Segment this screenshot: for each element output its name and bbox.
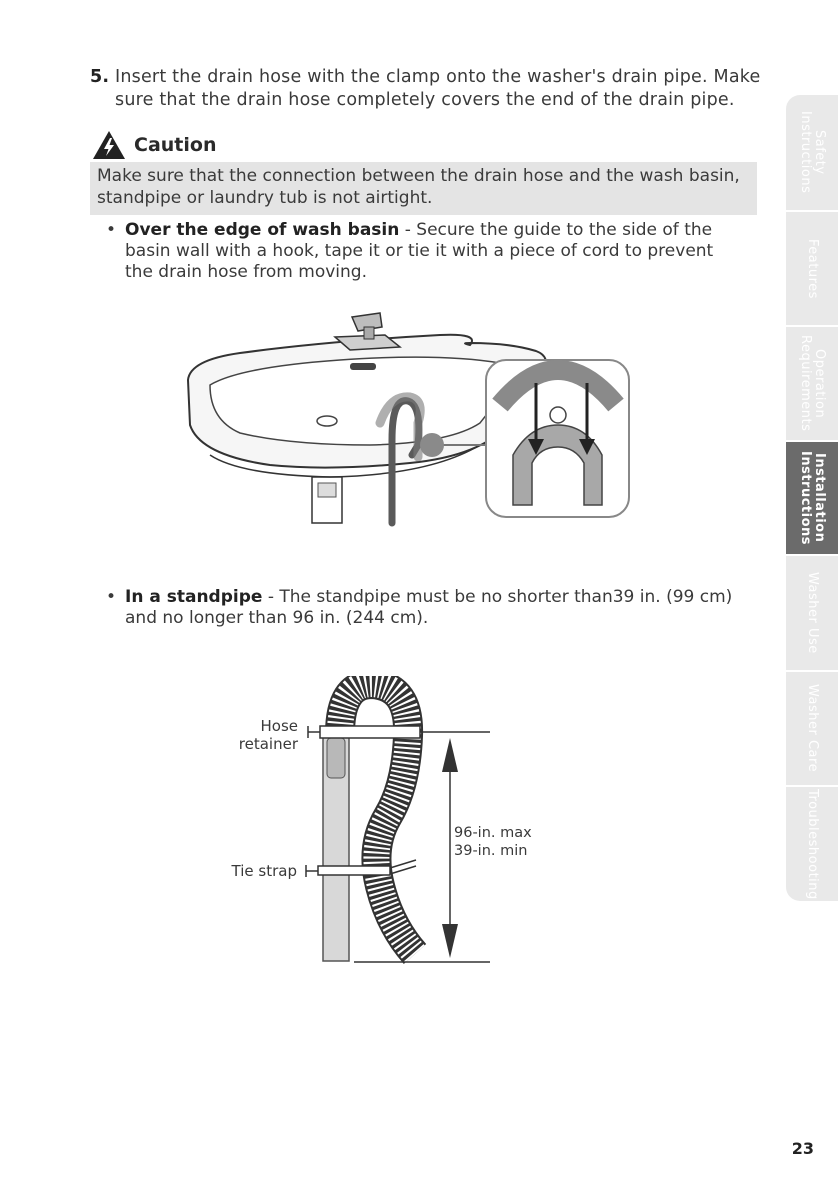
step-5 bbox=[90, 66, 770, 112]
caution-box: Make sure that the connection between the drain hose and the wash basin, standpipe or laundry tub is not airtight. bbox=[90, 162, 757, 215]
tab-label: Features bbox=[805, 238, 820, 299]
tab-washer-care[interactable] bbox=[786, 672, 838, 785]
tab-features[interactable] bbox=[786, 212, 838, 325]
dimension-label bbox=[454, 824, 532, 860]
bullet-text: - The standpipe must be no shorter than39 in. (99 cm) and no longer than 96 in. (244 cm). bbox=[125, 587, 733, 628]
tab-label: Troubleshooting bbox=[805, 788, 820, 900]
wash-basin-illustration bbox=[180, 305, 635, 530]
tab-label: Operation Requirements bbox=[798, 335, 827, 432]
tab-washer-use[interactable] bbox=[786, 556, 838, 670]
tab-label: Washer Care bbox=[805, 684, 820, 773]
bullet-title: Over the edge of wash basin bbox=[125, 220, 400, 240]
hose-retainer-label-line1: Hose bbox=[260, 717, 298, 735]
tab-operation-requirements[interactable] bbox=[786, 327, 838, 440]
bullet-title: In a standpipe bbox=[125, 587, 263, 607]
hose-retainer-label-line2: retainer bbox=[238, 735, 298, 753]
tab-safety-instructions[interactable] bbox=[786, 95, 838, 210]
warning-icon bbox=[92, 130, 126, 160]
hose-retainer-label bbox=[218, 717, 298, 753]
tab-label: Safety Instructions bbox=[798, 111, 827, 194]
step-text: Insert the drain hose with the clamp onto the washer's drain pipe. Make sure that the drain hose completely covers the end of the drain pipe. bbox=[115, 67, 761, 110]
min-label: 39-in. min bbox=[454, 843, 528, 859]
caution-heading bbox=[92, 130, 216, 160]
tab-installation-instructions[interactable] bbox=[786, 442, 838, 554]
bullet-wash-basin bbox=[106, 220, 746, 283]
bullet-standpipe bbox=[106, 587, 746, 629]
tie-strap-label: Tie strap bbox=[231, 862, 297, 880]
tab-label: Installation Instructions bbox=[798, 450, 827, 545]
page-number: 23 bbox=[791, 1139, 814, 1158]
bullet-dot: • bbox=[106, 220, 117, 240]
bullet-dot: • bbox=[106, 587, 117, 607]
bullet-text: - Secure the guide to the side of the basin wall with a hook, tape it or tie it with a piece of cord to prevent the drain hose from moving. bbox=[125, 220, 714, 282]
tab-label: Washer Use bbox=[805, 572, 820, 654]
tab-troubleshooting[interactable] bbox=[786, 787, 838, 901]
caution-label: Caution bbox=[134, 134, 217, 156]
max-label: 96-in. max bbox=[454, 825, 532, 841]
step-number: 5. bbox=[90, 67, 110, 87]
